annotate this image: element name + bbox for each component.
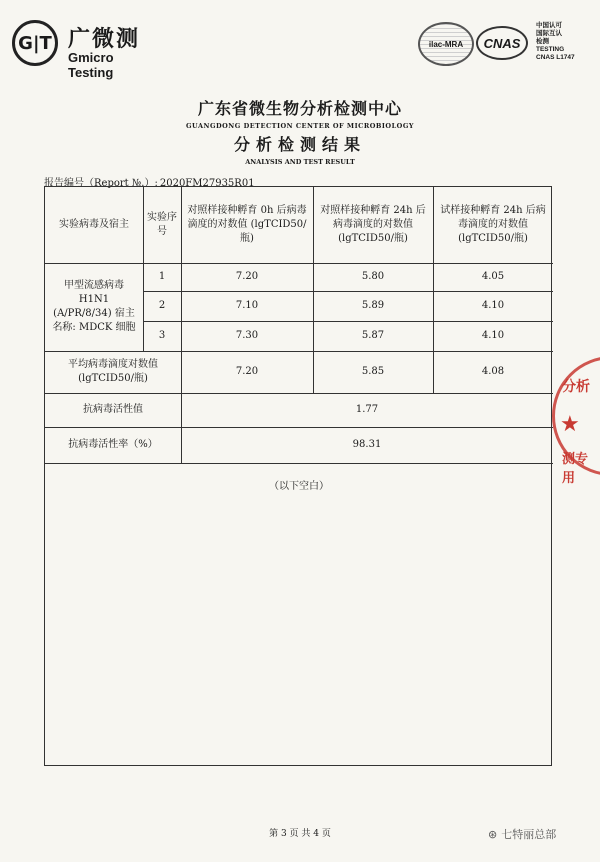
row-3-seq: 3 bbox=[158, 330, 166, 341]
logo-chinese-name: 广微测 bbox=[68, 27, 141, 52]
row-2-control-24h: 5.89 bbox=[361, 300, 385, 311]
page-number: 第 3 页 共 4 页 bbox=[269, 829, 331, 839]
seal-star-icon: ★ bbox=[560, 412, 580, 437]
header-sample-24h: 试样接种孵育 24h 后病毒滴度的对数值 (lgTCID50/瓶) bbox=[440, 205, 546, 244]
row-3-sample-24h: 4.10 bbox=[481, 330, 505, 341]
antiviral-activity-label: 抗病毒活性值 bbox=[83, 404, 143, 415]
accreditation-text: 中国认可 国际互认 检测 TESTING CNAS L1747 bbox=[536, 22, 575, 61]
antiviral-activity-value: 1.77 bbox=[355, 404, 379, 415]
row-1-control-0h: 7.20 bbox=[235, 271, 259, 282]
row-2-sample-24h: 4.10 bbox=[481, 300, 505, 311]
row-3-control-0h: 7.30 bbox=[235, 330, 259, 341]
row-1-control-24h: 5.80 bbox=[361, 271, 385, 282]
row-1-seq: 1 bbox=[158, 271, 166, 282]
header-control-0h: 对照样接种孵育 0h 后病毒滴度的对数值 (lgTCID50/瓶) bbox=[187, 205, 307, 244]
header-control-24h: 对照样接种孵育 24h 后病毒滴度的对数值 (lgTCID50/瓶) bbox=[320, 205, 426, 244]
average-control-0h: 7.20 bbox=[235, 366, 259, 377]
organization-name-en: GUANGDONG DETECTION CENTER OF MICROBIOLOGY bbox=[185, 122, 415, 130]
average-label: 平均病毒滴度对数值 (lgTCID50/瓶) bbox=[68, 359, 158, 384]
average-sample-24h: 4.08 bbox=[481, 366, 505, 377]
seal-text-top: 分析 bbox=[562, 379, 590, 395]
header-experiment-seq: 实验序号 bbox=[147, 212, 177, 237]
report-title-cn: 分析检测结果 bbox=[233, 135, 366, 154]
logo-english-name: Gmicro Testing bbox=[68, 50, 114, 80]
wechat-watermark bbox=[488, 826, 556, 842]
organization-name-cn: 广东省微生物分析检测中心 bbox=[197, 99, 402, 118]
report-number-value: 2020FM27935R01 bbox=[159, 178, 255, 189]
wechat-account-name: 七特丽总部 bbox=[501, 828, 557, 841]
blank-below-note: （以下空白） bbox=[269, 481, 329, 492]
ilac-mra-logo: ilac-MRA bbox=[418, 22, 474, 66]
cnas-logo: CNAS bbox=[476, 26, 528, 60]
accreditation-marks bbox=[418, 18, 588, 74]
antiviral-rate-value: 98.31 bbox=[352, 439, 382, 450]
row-3-control-24h: 5.87 bbox=[361, 330, 385, 341]
header-virus-host: 实验病毒及宿主 bbox=[59, 219, 129, 230]
seal-text-bottom: 测专用 bbox=[562, 452, 589, 486]
gmicro-logo bbox=[12, 20, 162, 80]
gt-logo-mark: G|T bbox=[12, 20, 58, 66]
report-number-label: 报告编号（Report №.）: bbox=[44, 178, 158, 189]
row-2-control-0h: 7.10 bbox=[235, 300, 259, 311]
wechat-icon: ⊛ bbox=[488, 828, 498, 841]
row-1-sample-24h: 4.05 bbox=[481, 271, 505, 282]
average-control-24h: 5.85 bbox=[361, 366, 385, 377]
row-2-seq: 2 bbox=[158, 300, 166, 311]
results-table bbox=[44, 186, 552, 766]
virus-host-description: 甲型流感病毒 H1N1 (A/PR/8/34) 宿主名称: MDCK 细胞 bbox=[52, 280, 136, 333]
report-title-en: ANALYSIS AND TEST RESULT bbox=[245, 158, 355, 166]
antiviral-rate-label: 抗病毒活性率（%） bbox=[68, 439, 158, 450]
